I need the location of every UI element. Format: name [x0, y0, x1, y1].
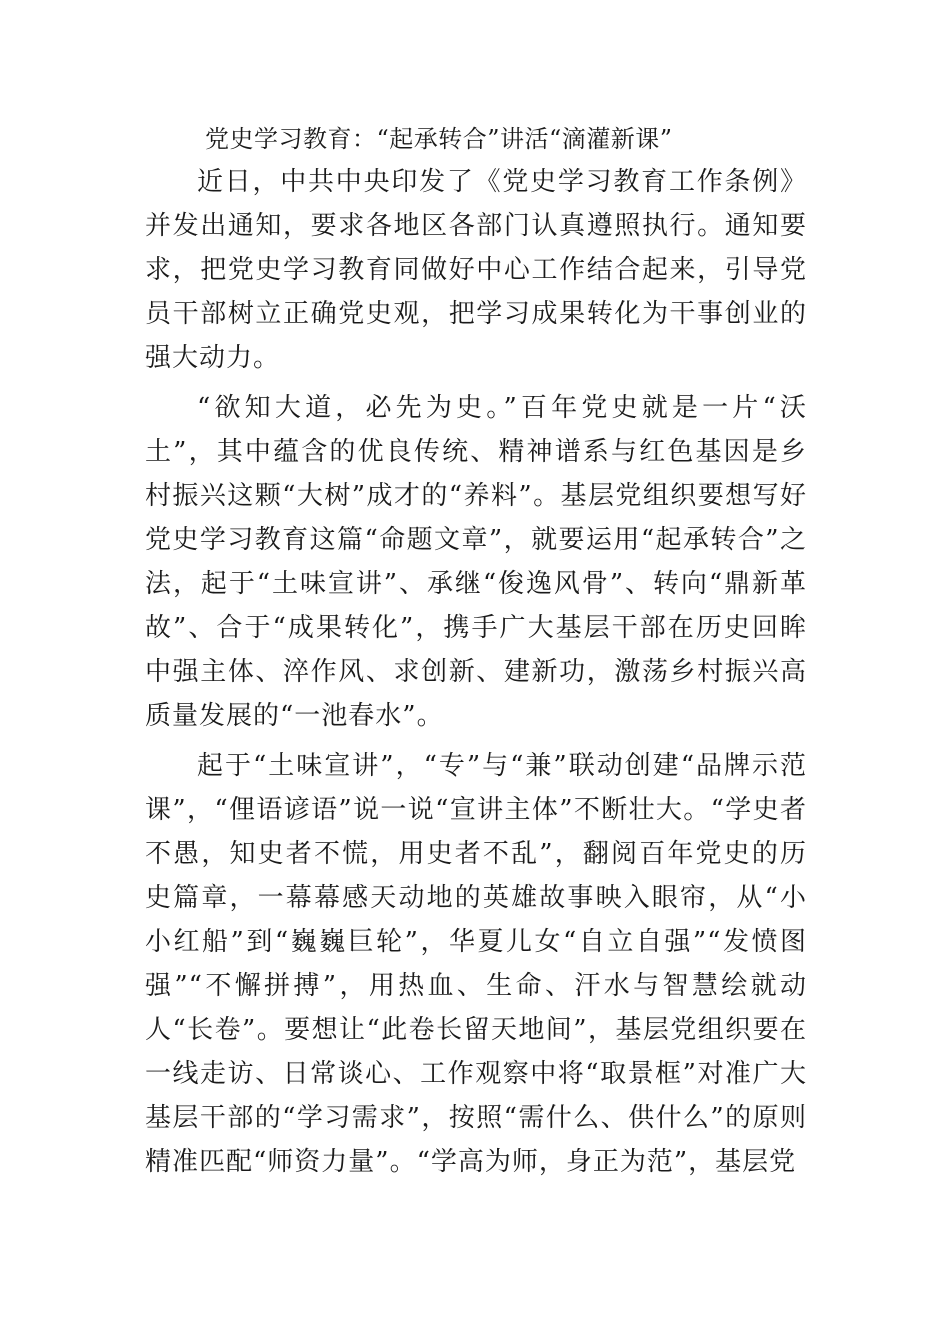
paragraph-3: 起于“土味宣讲”，“专”与“兼”联动创建“品牌示范课”，“俚语谚语”说一说“宣讲主体”不断壮大。“学史者不愚，知史者不慌，用史者不乱”，翻阅百年党史的历史篇章，一幕幕感天动地的英雄故事映入眼帘，从“小小红船”到“巍巍巨轮”，华夏儿女“自立自强”“发愤图强”“不懈拼搏”，用热血、生命、汗水与智慧绘就动人“长卷”。要想让“此卷长留天地间”，基层党组织要在一线走访、日常谈心、工作观察中将“取景框”对准广大基层干部的“学习需求”，按照“需什么、供什么”的原则精准匹配“师资力量”。“学高为师，身正为范”，基层党 — [145, 751, 807, 1177]
paragraph-2: “欲知大道，必先为史。”百年党史就是一片“沃土”，其中蕴含的优良传统、精神谱系与红色基因是乡村振兴这颗“大树”成才的“养料”。基层党组织要想写好党史学习教育这篇“命题文章”，就要运用“起承转合”之法，起于“土味宣讲”、承继“俊逸风骨”、转向“鼎新革故”、合于“成果转化”，携手广大基层干部在历史回眸中强主体、淬作风、求创新、建新功，激荡乡村振兴高质量发展的“一池春水”。 — [145, 393, 807, 731]
paragraph-1: 近日，中共中央印发了《党史学习教育工作条例》并发出通知，要求各地区各部门认真遵照执行。通知要求，把党史学习教育同做好中心工作结合起来，引导党员干部树立正确党史观，把学习成果转化为干事创业的强大动力。 — [145, 167, 807, 373]
document-title: 党史学习教育：“起承转合”讲活“滴灌新课” — [205, 125, 673, 153]
document-body — [145, 160, 807, 1190]
